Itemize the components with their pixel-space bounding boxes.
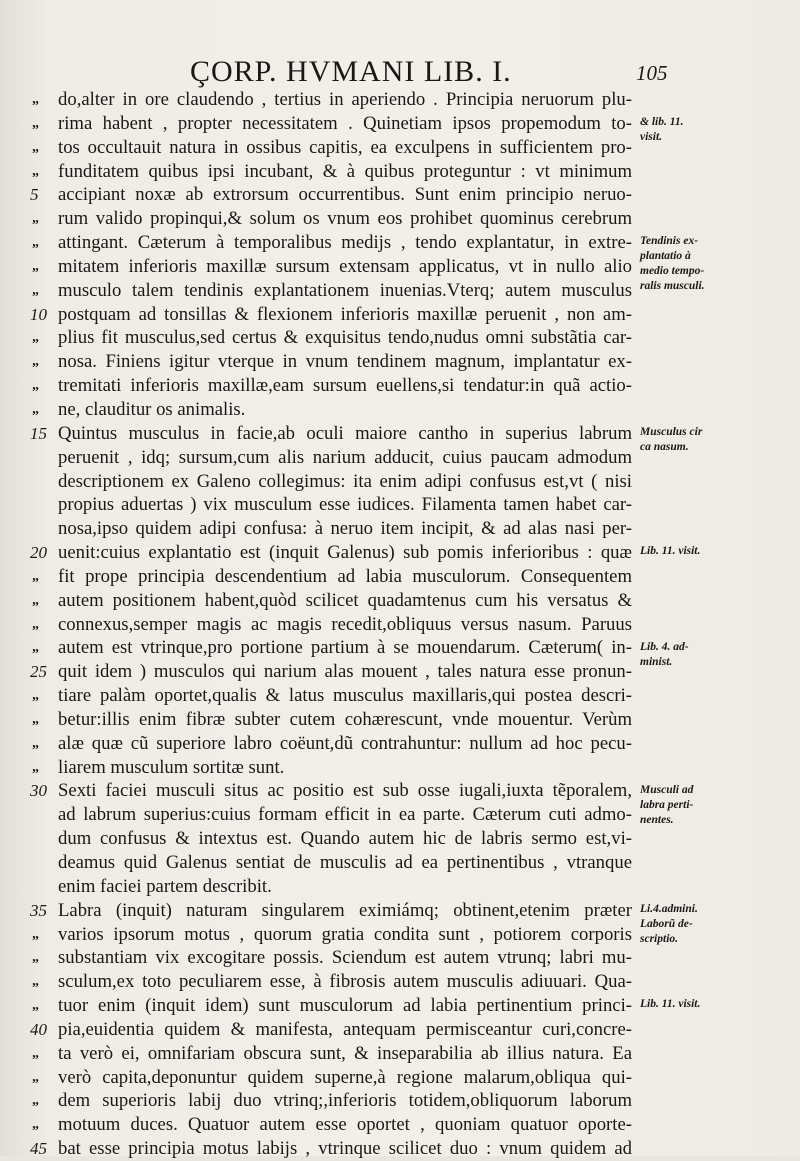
line-number: 45 [30,1139,47,1159]
text-line [0,207,800,231]
quotation-mark: „ [32,115,39,131]
line-text: dum confusus & intextus est. Quando autem hic de labris sermo est,vi- [58,828,632,850]
line-text: pia,euidentia quidem & manifesta, antequam permisceantur curi,concre- [58,1018,632,1040]
quotation-mark: „ [32,688,39,704]
margin-note-line: Musculi ad [640,783,694,796]
text-line [0,684,800,708]
margin-note-line: ralis musculi. [640,280,705,293]
line-text: attingant. Cæterum à temporalibus medijs , tendo explantatur, in extre- [58,232,632,254]
quotation-mark: „ [32,1117,39,1133]
line-text: liarem musculum sortitæ sunt. [58,756,285,778]
quotation-mark: „ [32,330,39,346]
line-text: ne, clauditur os animalis. [58,398,246,420]
quotation-mark: „ [32,640,39,656]
margin-note [640,902,800,947]
quotation-mark: „ [32,926,39,942]
margin-note-line: Tendinis ex- [640,235,699,248]
line-text: bat esse principia motus labijs , vtrinque scilicet duo : vnum quidem ad [58,1138,632,1160]
text-line [0,1066,800,1090]
quotation-mark: „ [32,163,39,179]
line-text: autem positionem habent,quòd scilicet quadamtenus cum his versatus & [58,589,632,611]
line-text: Labra (inquit) naturam singularem eximiámq; obtinent,etenim præter [58,899,632,921]
line-text: quit idem ) musculos qui narium alas mouent , tales natura esse pronun- [58,661,632,683]
line-text: ta verò ei, omnifariam obscura sunt, & inseparabilia ab illius natura. Ea [58,1042,632,1064]
line-text: autem est vtrinque,pro portione partium à se mouendarum. Cæterum( in- [58,637,632,659]
quotation-mark: „ [32,616,39,632]
text-line [0,493,800,517]
text-line [0,1113,800,1137]
line-text: motuum duces. Quatuor autem esse oportet , quoniam quatuor oporte- [58,1114,632,1136]
line-text: Sexti faciei musculi situs ac positio est sub osse iugali,iuxta tẽporalem, [58,780,632,802]
line-text: verò capita,deponuntur quidem superne,à regione malarum,obliqua qui- [58,1066,632,1088]
text-line [0,613,800,637]
line-text: tos occultauit natura in ossibus capitis, ea exculpens in sufficientem pro- [58,136,632,158]
quotation-mark: „ [32,1045,39,1061]
quotation-mark: „ [32,354,39,370]
margin-note-line: nentes. [640,813,674,826]
line-text: varios ipsorum motus , quorum gratia condita sunt , potiorem corporis [58,923,632,945]
margin-note-line: Lib. 4. ad- [640,640,689,653]
text-line [0,350,800,374]
quotation-mark: „ [32,711,39,727]
line-text: connexus,semper magis ac magis recedit,obliquus versus nasum. Paruus [58,613,632,635]
margin-note-line: minist. [640,655,673,668]
margin-note [640,234,800,294]
margin-note-line: medio tempo- [640,265,705,278]
text-line [0,1018,800,1042]
page-number: 105 [636,61,668,85]
text-line [0,326,800,350]
line-number: 10 [30,304,47,324]
text-line [0,160,800,184]
line-text: rima habent , propter necessitatem . Quinetiam ipsos propemodum to- [58,112,632,134]
margin-note [640,783,800,828]
line-number: 20 [30,543,47,563]
line-text: mitatem inferioris maxillæ sursum extensam applicatus, vt in nullo alio [58,255,632,277]
line-text: postquam ad tonsillas & flexionem inferioris maxillæ peruenit , non am- [58,303,632,325]
line-text: alæ quæ cũ superiore labro coëunt,dũ contrahuntur: nullum ad hoc pecu- [58,732,632,754]
text-line [0,1089,800,1113]
quotation-mark: „ [32,92,39,107]
text-line [0,517,800,541]
quotation-mark: „ [32,974,39,990]
line-text: peruenit , idq; sursum,cum alis narium adducit, cuius paucam admodum [58,446,632,468]
text-line [0,183,800,207]
margin-note-line: & lib. 11. [640,115,684,128]
line-text: descriptionem ex Galeno collegimus: ita enim adipi confusus est,vt ( nisi [58,470,632,492]
line-text: uenit:cuius explantatio est (inquit Galenus) sub pomis inferioribus : quæ [58,542,632,564]
line-number: 15 [30,423,47,443]
line-text: enim faciei partem describit. [58,875,272,897]
margin-note [640,544,800,559]
margin-note-line: labra perti- [640,798,694,811]
line-text: nosa. Finiens igitur vterque in vnum tendinem magnum, implantatur ex- [58,351,632,373]
line-text: Quintus musculus in facie,ab oculi maiore cantho in superius labrum [58,422,632,444]
margin-note-line: visit. [640,130,663,143]
line-number: 25 [30,662,47,682]
line-text: fit prope principia descendentium ad labia musculorum. Consequentem [58,565,632,587]
quotation-mark: „ [32,139,39,155]
line-text: rum valido propinqui,& solum os vnum eos prohibet quominus cerebrum [58,208,632,230]
text-line [0,946,800,970]
margin-note [640,997,800,1012]
quotation-mark: „ [32,282,39,298]
text-line [0,374,800,398]
quotation-mark: „ [32,735,39,751]
quotation-mark: „ [32,950,39,966]
text-line [0,708,800,732]
line-number: 30 [30,781,47,801]
line-text: tuor enim (inquit idem) sunt musculorum ad labia pertinentium princi- [58,995,632,1017]
quotation-mark: „ [32,378,39,394]
line-number: 35 [30,900,47,920]
quotation-mark: „ [32,998,39,1014]
line-text: tiare palàm oportet,qualis & latus musculus maxillaris,qui postea descri- [58,685,632,707]
line-text: propius aduertas ) vix musculum esse iudices. Filamenta tamen habet car- [58,494,632,516]
line-text: tremitati inferioris maxillæ,eam sursum euellens,si tendatur:in quã actio- [58,375,632,397]
quotation-mark: „ [32,759,39,775]
line-text: funditatem quibus ipsi incubant, & à quibus proteguntur : vt minimum [58,160,632,182]
quotation-mark: „ [32,235,39,251]
margin-note-line: plantatio à [640,250,691,263]
line-text: dem superioris labij duo vtrinq;,inferioris totidem,obliquorum laborum [58,1090,632,1112]
quotation-mark: „ [32,592,39,608]
margin-note-line: scriptio. [640,932,679,945]
text-line [0,88,800,112]
quotation-mark: „ [32,401,39,417]
line-text: substantiam vix excogitare possis. Sciendum est autem vtrunq; labri mu- [58,947,632,969]
margin-note-line: Laborũ de- [640,917,693,930]
line-text: plius fit musculus,sed certus & exquisitus tendo,nudus omni substãtia car- [58,327,632,349]
line-number: 5 [30,185,39,205]
text-line [0,851,800,875]
text-line [0,565,800,589]
margin-note [640,115,800,145]
margin-note-line: Musculus cir [640,425,703,438]
line-text: deamus quid Galenus sentiat de musculis ad ea pertinentibus , vtranque [58,852,632,873]
margin-note [640,640,800,670]
text-line [0,1137,800,1161]
line-text: nosa,ipso quidem adipi confusa: à neruo item incipit, & ad alas nasi per- [58,518,632,540]
text-line [0,398,800,422]
line-number: 40 [30,1019,47,1039]
quotation-mark: „ [32,1069,39,1085]
text-line [0,970,800,994]
quotation-mark: „ [32,568,39,584]
line-text: betur:illis enim fibræ subter cutem cohærescunt, vnde mouentur. Verùm [58,708,632,730]
text-line [0,732,800,756]
line-text: ad labrum superius:cuius formam efficit in ea parte. Cæterum cuti admo- [58,804,632,826]
text-line [0,875,800,899]
text-line [0,303,800,327]
quotation-mark: „ [32,1093,39,1109]
running-head: ÇORP. HVMANI LIB. I. [190,55,512,88]
text-line [0,470,800,494]
line-text: accipiant noxæ ab extrorsum occurrentibus. Sunt enim principio neruo- [58,184,632,206]
margin-note [640,425,800,455]
text-line [0,827,800,851]
margin-note-line: Lib. 11. visit. [640,998,701,1011]
line-text: musculo talem tendinis explantationem inuenias.Vterq; autem musculus [58,279,632,301]
line-text: sculum,ex toto peculiarem esse, à fibrosis autem musculis adiuuari. Qua- [58,971,632,993]
margin-note-line: ca nasum. [640,440,689,453]
text-line [0,756,800,780]
text-line [0,1042,800,1066]
quotation-mark: „ [32,258,39,274]
margin-note-line: Lib. 11. visit. [640,545,701,558]
text-line [0,589,800,613]
line-text: do,alter in ore claudendo , tertius in aperiendo . Principia neruorum plu- [58,89,632,110]
margin-note-line: Li.4.admini. [640,902,698,915]
quotation-mark: „ [32,211,39,227]
